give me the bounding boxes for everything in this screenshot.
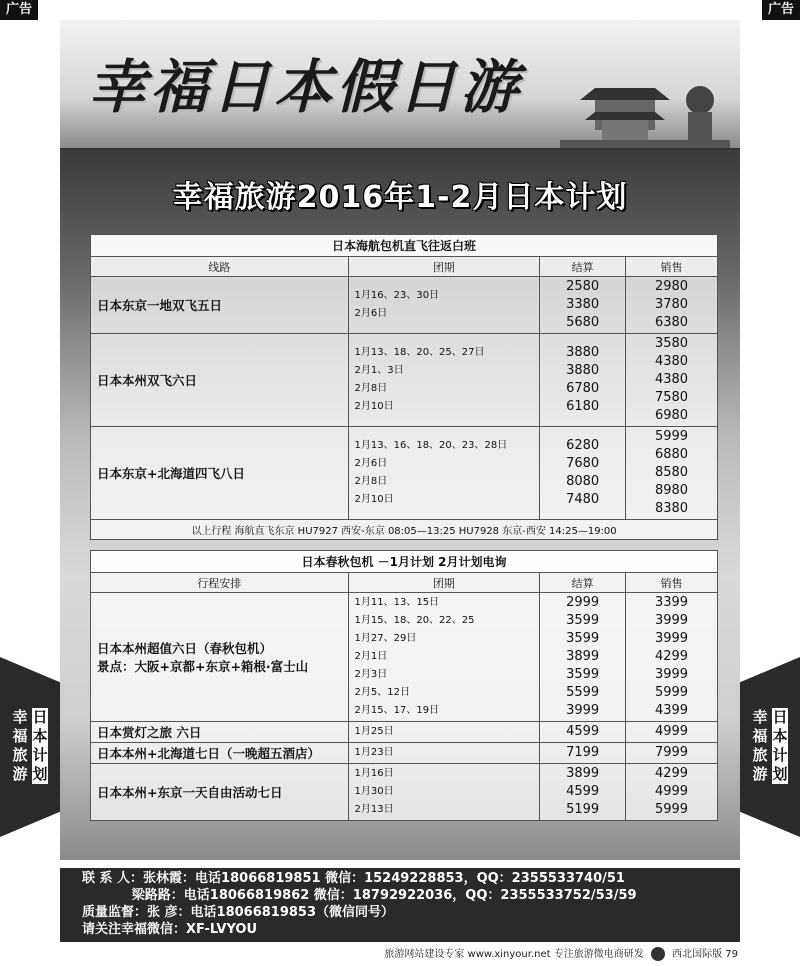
ad-label-left: 广告 [0, 0, 38, 20]
sale-price: 8380 [654, 501, 689, 516]
pagoda-illustration [560, 60, 730, 150]
table1-header-route: 线路 [91, 257, 349, 277]
contact-box [60, 868, 740, 942]
table1-header-sale: 销售 [626, 257, 718, 277]
ad-label-right: 广告 [762, 0, 800, 20]
date-item: 2月1日 [354, 651, 388, 662]
date-item: 2月13日 [354, 804, 394, 815]
settle-price: 3899 [566, 766, 600, 781]
date-item: 2月6日 [354, 308, 388, 319]
side-text-left [2, 708, 58, 784]
route-name: 日本本州+北海道七日（一晚超五酒店） [91, 743, 349, 764]
date-item: 1月11、13、15日 [354, 597, 440, 608]
table-row [91, 593, 718, 722]
table-row [91, 764, 718, 821]
date-item: 1月13、18、20、25、27日 [354, 347, 485, 358]
table-row [91, 334, 718, 427]
date-item: 2月15、17、19日 [354, 705, 440, 716]
sale-price: 2980 [654, 279, 689, 294]
settle-price: 5599 [566, 685, 600, 700]
sale-price: 3580 [654, 336, 689, 351]
date-item: 1月16日 [354, 768, 394, 779]
main-panel [60, 150, 740, 860]
table2-header-dates: 团期 [348, 573, 540, 593]
sale-price: 8580 [654, 465, 689, 480]
side-col-happy-travel: 幸 福 旅 游 [12, 708, 28, 783]
settle-price: 5199 [566, 802, 600, 817]
side-col-japan-plan: 日 本 计 划 [772, 708, 788, 783]
sale-price: 4299 [654, 766, 689, 781]
settle-price: 8080 [566, 474, 600, 489]
sale-price: 5999 [654, 429, 689, 444]
settle-price: 7480 [566, 492, 600, 507]
table-row [91, 427, 718, 520]
logo-icon [651, 947, 665, 961]
sale-price: 7999 [654, 745, 689, 760]
route-name: 日本东京一地双飞五日 [91, 277, 349, 334]
settle-price: 6180 [566, 399, 600, 414]
sale-price: 6380 [654, 315, 689, 330]
table1-section-title: 日本海航包机直飞往返白班 [91, 235, 718, 257]
settle-price: 2580 [566, 279, 600, 294]
date-item: 1月16、23、30日 [354, 290, 440, 301]
sale-price: 6980 [654, 408, 689, 423]
quality-supervision: 质量监督：张 彦：电话18066819853（微信同号） [82, 905, 395, 920]
settle-price: 4599 [566, 724, 600, 739]
settle-price: 4599 [566, 784, 600, 799]
table1-header-dates: 团期 [348, 257, 540, 277]
charter-table-spring [90, 550, 718, 821]
route-sights: 景点：大阪+京都+东京+箱根·富士山 [97, 659, 309, 674]
sale-price: 4380 [654, 354, 689, 369]
table2-header-sale: 销售 [626, 573, 718, 593]
banner-title: 幸福日本假日游 [88, 53, 523, 121]
date-item: 2月8日 [354, 476, 388, 487]
sale-price: 5999 [654, 802, 689, 817]
table-row [91, 743, 718, 764]
settle-price: 6780 [566, 381, 600, 396]
plan-title: 幸福旅游2016年1-2月日本计划 [172, 180, 628, 215]
sale-price: 3999 [654, 667, 689, 682]
sale-price: 7580 [654, 390, 689, 405]
wechat-follow: 请关注幸福微信：XF-LVYOU [82, 922, 258, 937]
settle-price: 3599 [566, 613, 600, 628]
table2-section-title: 日本春秋包机 －1月计划 2月计划电询 [91, 551, 718, 573]
settle-price: 6280 [566, 438, 600, 453]
footer-page: 西北国际版 79 [672, 949, 738, 960]
side-col-japan-plan: 日 本 计 划 [32, 708, 48, 783]
date-item: 1月13、16、18、20、23、28日 [354, 440, 508, 451]
settle-price: 3880 [566, 363, 600, 378]
date-item: 1月25日 [354, 726, 394, 737]
settle-price: 3880 [566, 345, 600, 360]
settle-price: 7680 [566, 456, 600, 471]
page-footer [60, 944, 740, 966]
contact-line: 梁路路：电话18066819862 微信：18792922036，QQ：2355533752/53/59 [82, 888, 637, 903]
side-text-right [742, 708, 798, 784]
settle-price: 3380 [566, 297, 600, 312]
date-item: 1月23日 [354, 747, 394, 758]
date-item: 2月6日 [354, 458, 388, 469]
table-row [91, 722, 718, 743]
table-row [91, 277, 718, 334]
sale-price: 4999 [654, 784, 689, 799]
date-item: 1月15、18、20、22、25 [354, 615, 475, 626]
sale-price: 3780 [654, 297, 689, 312]
sale-price: 8980 [654, 483, 689, 498]
sale-price: 4999 [654, 724, 689, 739]
sale-price: 4380 [654, 372, 689, 387]
date-item: 1月30日 [354, 786, 394, 797]
date-item: 2月8日 [354, 383, 388, 394]
banner [60, 20, 740, 150]
date-item: 1月27、29日 [354, 633, 417, 644]
sale-price: 4299 [654, 649, 689, 664]
charter-table-hainan [90, 234, 718, 540]
date-item: 2月10日 [354, 401, 394, 412]
sale-price: 3399 [654, 595, 689, 610]
sale-price: 4399 [654, 703, 689, 718]
footer-slogan: 旅游网站建设专家 www.xinyour.net 专注旅游微电商研发 [384, 949, 644, 960]
table2-header-route: 行程安排 [91, 573, 349, 593]
date-item: 2月5、12日 [354, 687, 410, 698]
contact-line: 联 系 人：张林霞：电话18066819851 微信：15249228853，QQ：2355533740/51 [82, 871, 625, 886]
date-item: 2月1、3日 [354, 365, 404, 376]
date-item: 2月10日 [354, 494, 394, 505]
settle-price: 3599 [566, 631, 600, 646]
settle-price: 3999 [566, 703, 600, 718]
side-col-happy-travel: 幸 福 旅 游 [752, 708, 768, 783]
sale-price: 5999 [654, 685, 689, 700]
table1-header-settle: 结算 [540, 257, 626, 277]
settle-price: 7199 [566, 745, 600, 760]
route-name: 日本本州超值六日（春秋包机） [97, 641, 273, 656]
table2-header-settle: 结算 [540, 573, 626, 593]
route-name: 日本东京+北海道四飞八日 [91, 427, 349, 520]
settle-price: 5680 [566, 315, 600, 330]
sale-price: 6880 [654, 447, 689, 462]
route-name: 日本本州双飞六日 [91, 334, 349, 427]
route-name: 日本赏灯之旅 六日 [91, 722, 349, 743]
sale-price: 3999 [654, 613, 689, 628]
settle-price: 2999 [566, 595, 600, 610]
flight-note: 以上行程 海航直飞东京 HU7927 西安-东京 08:05—13:25 HU7928 东京-西安 14:25—19:00 [91, 520, 718, 540]
settle-price: 3599 [566, 667, 600, 682]
date-item: 2月3日 [354, 669, 388, 680]
sale-price: 3999 [654, 631, 689, 646]
route-name: 日本本州+东京一天自由活动七日 [91, 764, 349, 821]
settle-price: 3899 [566, 649, 600, 664]
